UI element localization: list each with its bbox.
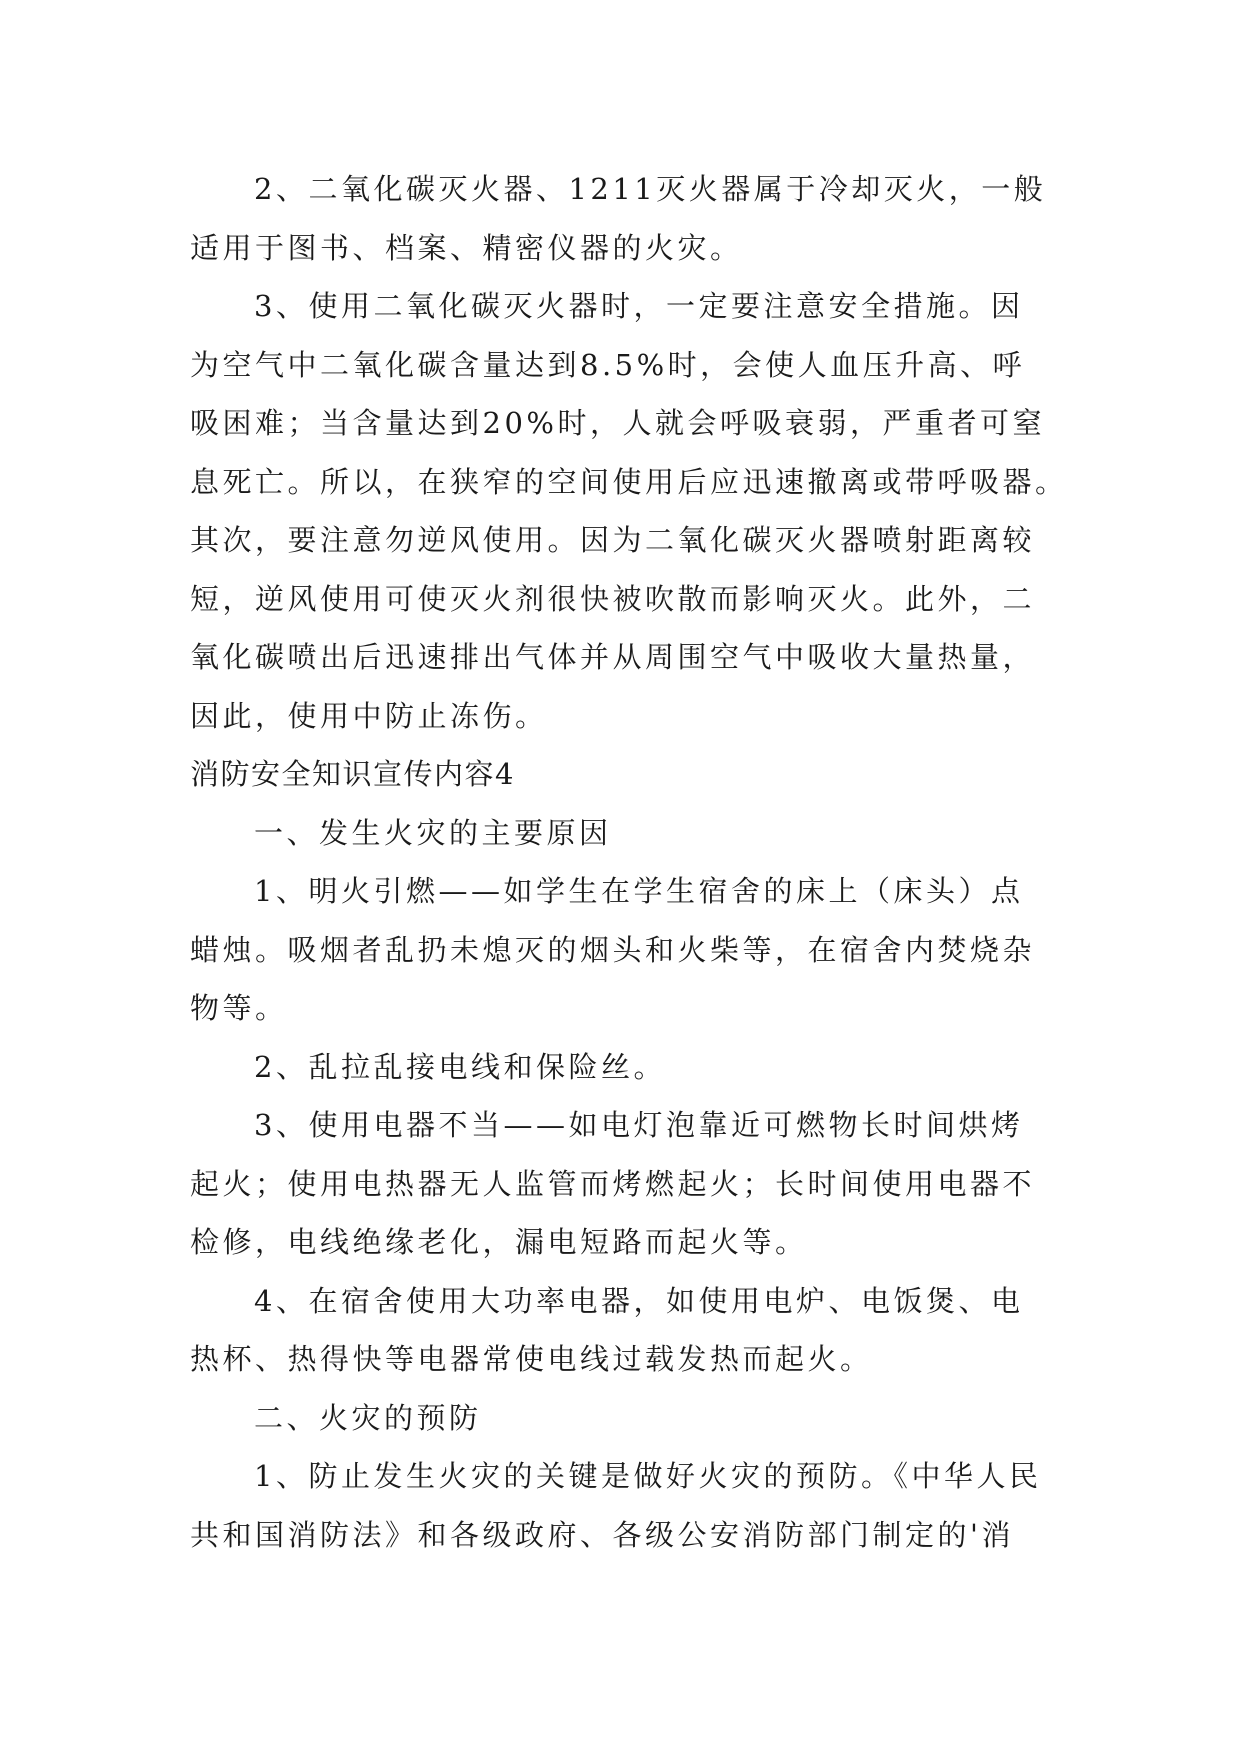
text-line: 氧化碳喷出后迅速排出气体并从周围空气中吸收大量热量， <box>190 640 1036 674</box>
text-line: 1、防止发生火灾的关键是做好火灾的预防。《中华人民 <box>254 1459 1042 1493</box>
text-line: 其次，要注意勿逆风使用。因为二氧化碳灭火器喷射距离较 <box>190 523 1036 557</box>
heading-text: 消防安全知识宣传内容4 <box>190 757 515 791</box>
text-line: 热杯、热得快等电器常使电线过载发热而起火。 <box>190 1342 873 1376</box>
text-line: 3、使用电器不当——如电灯泡靠近可燃物长时间烘烤 <box>254 1108 1024 1142</box>
text-line: 息死亡。所以，在狭窄的空间使用后应迅速撤离或带呼吸器。 <box>190 464 1068 499</box>
paragraph-cause-wiring <box>190 1038 1070 1097</box>
paragraph-cause-appliance-misuse <box>190 1096 1070 1272</box>
text-line: 共和国消防法》和各级政府、各级公安消防部门制定的'消 <box>190 1517 1014 1552</box>
text-line: 4、在宿舍使用大功率电器，如使用电炉、电饭煲、电 <box>254 1283 1024 1318</box>
paragraph-co2-safety <box>190 277 1070 745</box>
document-body <box>190 160 1070 1564</box>
text-line: 检修，电线绝缘老化，漏电短路而起火等。 <box>190 1225 808 1259</box>
text-line: 为空气中二氧化碳含量达到8.5%时，会使人血压升高、呼 <box>190 347 1026 382</box>
text-line: 2、乱拉乱接电线和保险丝。 <box>254 1049 666 1084</box>
text-line: 蜡烛。吸烟者乱扔未熄灭的烟头和火柴等，在宿舍内焚烧杂 <box>190 932 1036 967</box>
text-line: 起火；使用电热器无人监管而烤燃起火；长时间使用电器不 <box>190 1166 1036 1201</box>
text-line: 3、使用二氧化碳灭火器时，一定要注意安全措施。因 <box>254 289 1024 323</box>
text-line: 短，逆风使用可使灭火剂很快被吹散而影响灭火。此外，二 <box>190 581 1036 616</box>
paragraph-cause-open-flame <box>190 862 1070 1038</box>
text-line: 适用于图书、档案、精密仪器的火灾。 <box>190 230 743 265</box>
paragraph-cause-high-power <box>190 1272 1070 1389</box>
subheading-fire-causes <box>190 804 1070 863</box>
paragraph-prevention-key <box>190 1447 1070 1564</box>
text-line: 吸困难；当含量达到20%时，人就会呼吸衰弱，严重者可窒 <box>190 406 1045 440</box>
text-line: 1、明火引燃——如学生在学生宿舍的床上（床头）点 <box>254 874 1024 908</box>
text-line: 物等。 <box>190 991 288 1025</box>
subheading-fire-prevention <box>190 1389 1070 1448</box>
text-line: 2、二氧化碳灭火器、1211灭火器属于冷却灭火，一般 <box>254 172 1047 206</box>
text-line: 一、发生火灾的主要原因 <box>254 815 612 850</box>
text-line: 二、火灾的预防 <box>254 1400 482 1435</box>
section-heading <box>190 745 1070 804</box>
text-line: 因此，使用中防止冻伤。 <box>190 698 548 733</box>
paragraph-extinguisher-types <box>190 160 1070 277</box>
